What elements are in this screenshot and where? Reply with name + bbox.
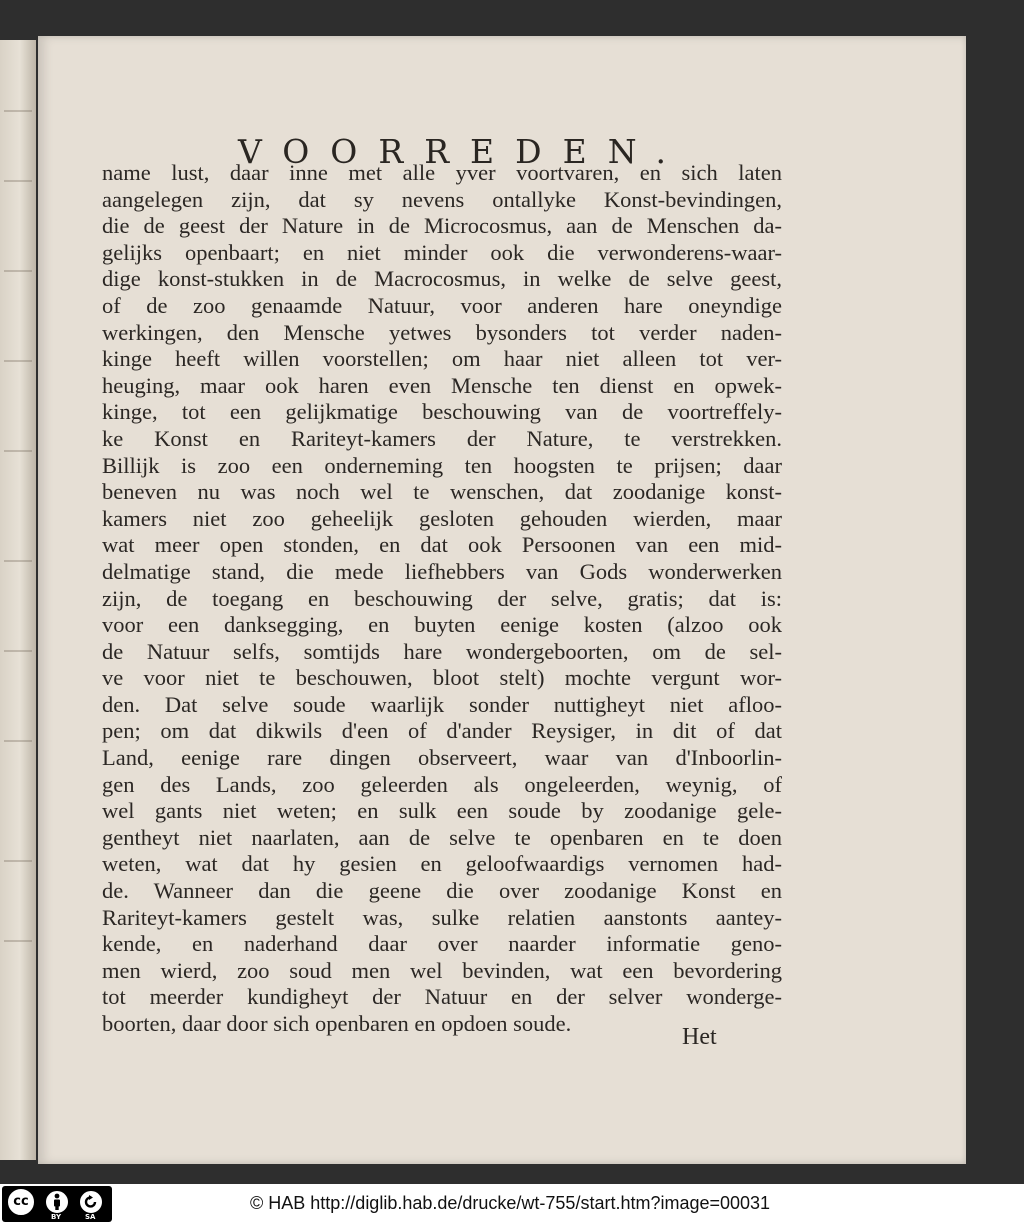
text-line: ve voor niet te beschouwen, bloot stelt) mochte vergunt wor-: [102, 665, 782, 691]
facing-page-edge: [0, 40, 36, 1160]
text-line: delmatige stand, die mede liefhebbers van Gods wonderwerken: [102, 558, 782, 584]
by-label: BY: [51, 1213, 62, 1221]
text-line: wat meer open stonden, en dat ook Persoonen van een mid-: [102, 532, 782, 558]
text-line: den. Dat selve soude waarlijk sonder nuttigheyt niet afloo-: [102, 691, 782, 717]
attribution-icon: [44, 1189, 70, 1215]
credit-link[interactable]: © HAB http://diglib.hab.de/drucke/wt-755/start.htm?image=00031: [250, 1193, 771, 1213]
book-page: [38, 36, 966, 1164]
sa-label: SA: [85, 1213, 96, 1221]
text-line: de Natuur selfs, somtijds hare wondergeboorten, om de sel-: [102, 638, 782, 664]
text-line: dige konst-stukken in de Macrocosmus, in welke de selve geest,: [102, 266, 782, 292]
text-line: voor een danksegging, en buyten eenige kosten (alzoo ook: [102, 612, 782, 638]
text-line: Billijk is zoo een onderneming ten hoogsten te prijsen; daar: [102, 452, 782, 478]
text-line: name lust, daar inne met alle yver voortvaren, en sich laten: [102, 160, 782, 185]
cc-license-badge[interactable]: [2, 1186, 112, 1222]
text-line: Land, eenige rare dingen observeert, waar van d'Inboorlin-: [102, 745, 782, 771]
text-line: werkingen, den Mensche yetwes bysonders tot verder naden-: [102, 319, 782, 345]
text-line: die de geest der Nature in de Microcosmus, aan de Menschen da-: [102, 213, 782, 239]
running-head: VOORREDEN.: [238, 132, 687, 171]
text-line: men wierd, zoo soud men wel bevinden, wat een bevordering: [102, 957, 782, 983]
text-line: de. Wanneer dan die geene die over zoodanige Konst en: [102, 878, 782, 904]
text-line: kinge heeft willen voorstellen; om haar niet alleen tot ver-: [102, 346, 782, 372]
text-line: kamers niet zoo geheelijk gesloten gehouden wierden, maar: [102, 505, 782, 531]
text-line: zijn, de toegang en beschouwing der selve, gratis; dat is:: [102, 585, 782, 611]
text-line: pen; om dat dikwils d'een of d'ander Reysiger, in dit of dat: [102, 718, 782, 744]
text-line: weten, wat dat hy gesien en geloofwaardigs vernomen had-: [102, 851, 782, 877]
share-alike-icon: [78, 1189, 104, 1215]
text-line: kinge, tot een gelijkmatige beschouwing van de voortreffely-: [102, 399, 782, 425]
text-line: boorten, daar door sich openbaren en opdoen soude.: [102, 1011, 572, 1036]
catchword: Het: [682, 1024, 717, 1050]
footer-bar: [0, 1184, 1024, 1224]
text-line: wel gants niet weten; en sulk een soude by zoodanige gele-: [102, 798, 782, 824]
text-line: aangelegen zijn, dat sy nevens ontallyke Konst-bevindingen,: [102, 186, 782, 212]
text-line: ke Konst en Rariteyt-kamers der Nature, te verstrekken.: [102, 425, 782, 451]
cc-icon: cc: [6, 1187, 36, 1217]
text-line: Rariteyt-kamers gestelt was, sulke relatien aanstonts aantey-: [102, 904, 782, 930]
text-line: gentheyt niet naarlaten, aan de selve te openbaren en te doen: [102, 824, 782, 850]
text-line: of de zoo genaamde Natuur, voor anderen hare oneyndige: [102, 292, 782, 318]
text-line: gelijks openbaart; en niet minder ook die verwonderens-waar-: [102, 239, 782, 265]
text-line: gen des Lands, zoo geleerden als ongeleerden, weynig, of: [102, 771, 782, 797]
body-text: [102, 160, 782, 1038]
text-line: heuging, maar ook haren even Mensche ten dienst en opwek-: [102, 372, 782, 398]
text-line: beneven nu was noch wel te wenschen, dat zoodanige konst-: [102, 479, 782, 505]
text-line: tot meerder kundigheyt der Natuur en der selver wonderge-: [102, 984, 782, 1010]
text-line: kende, en naderhand daar over naarder informatie geno-: [102, 931, 782, 957]
